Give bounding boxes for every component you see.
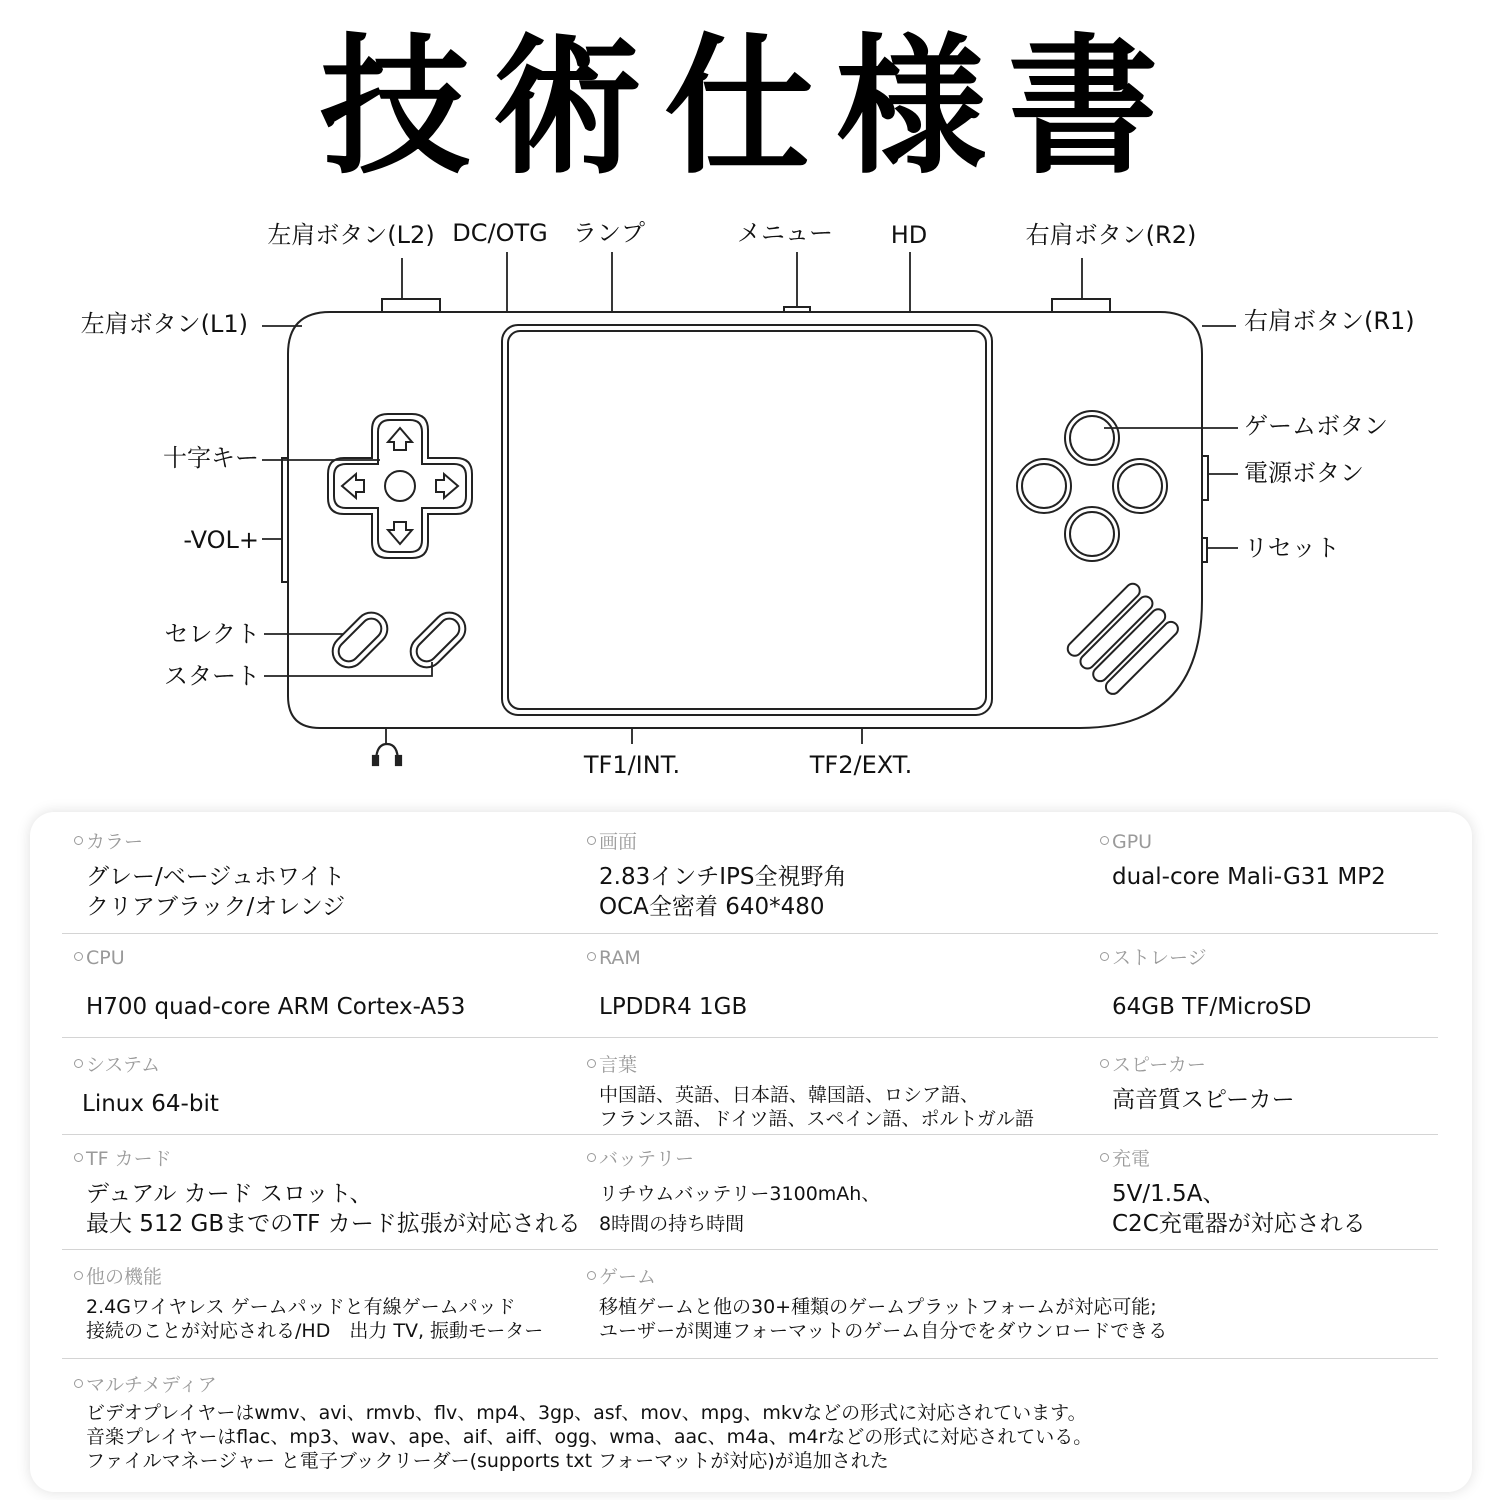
- r2-button-shape: [1052, 299, 1110, 312]
- device-body: [288, 312, 1202, 728]
- spec-value: グレー/ベージュホワイト クリアブラック/オレンジ: [86, 864, 346, 920]
- reset-button-shape: [1202, 538, 1207, 562]
- screen-outer: [502, 325, 992, 715]
- label-menu: メニュー: [737, 219, 833, 247]
- headphone-icon: [373, 744, 401, 765]
- row-divider: [62, 1358, 1438, 1359]
- spec-language: [587, 1053, 1034, 1131]
- spec-gpu: [1100, 830, 1386, 892]
- spec-label: ストレージ: [1100, 946, 1311, 970]
- select-button-shape: [326, 606, 394, 674]
- label-select: セレクト: [164, 620, 260, 648]
- spec-value: 2.4Gワイヤレス ゲームパッドと有線ゲームパッド 接続のことが対応される/HD 出力 TV, 振動モーター: [86, 1296, 544, 1342]
- page-title: 技術仕様書: [319, 21, 1180, 195]
- label-reset: リセット: [1244, 534, 1340, 562]
- dpad-left-arrow: [342, 474, 364, 498]
- spec-label: 充電: [1100, 1147, 1366, 1171]
- spec-value: 5V/1.5A、 C2C充電器が対応される: [1112, 1181, 1366, 1237]
- spec-value: dual-core Mali-G31 MP2: [1112, 864, 1386, 890]
- spec-other: [74, 1265, 543, 1343]
- spec-label: システム: [74, 1053, 219, 1077]
- row-divider: [62, 1037, 1438, 1038]
- label-start: スタート: [164, 662, 260, 690]
- spec-multimedia: [74, 1373, 1092, 1473]
- spec-value: H700 quad-core ARM Cortex-A53: [86, 994, 466, 1020]
- label-tf1: TF1/INT.: [583, 751, 681, 779]
- spec-value: デュアル カード スロット、 最大 512 GBまでのTF カード拡張が対応される: [86, 1181, 581, 1237]
- spec-label: TF カード: [74, 1147, 581, 1171]
- dpad-up-arrow: [388, 428, 412, 450]
- spec-label: ゲーム: [587, 1265, 1167, 1289]
- spec-value: LPDDR4 1GB: [599, 994, 748, 1020]
- dpad-down-arrow: [388, 522, 412, 544]
- label-game-buttons: ゲームボタン: [1244, 412, 1388, 440]
- label-l1: 左肩ボタン(L1): [80, 310, 248, 338]
- spec-label: GPU: [1100, 830, 1386, 854]
- dpad-center: [385, 471, 415, 501]
- spec-charging: [1100, 1147, 1366, 1239]
- label-hd: HD: [890, 221, 928, 249]
- spec-tf-card: [74, 1147, 581, 1239]
- spec-value: Linux 64-bit: [82, 1091, 219, 1117]
- spec-value: 移植ゲームと他の30+種類のゲームプラットフォームが対応可能; ユーザーが関連フォーマットのゲーム自分でをダウンロードできる: [599, 1296, 1168, 1342]
- dpad-right-arrow: [436, 474, 458, 498]
- spec-value: 中国語、英語、日本語、韓国語、ロシア語、 フランス語、ドイツ語、スペイン語、ポルトガル語: [599, 1084, 1034, 1130]
- dpad-inner: [334, 420, 466, 552]
- spec-label: バッテリー: [587, 1147, 880, 1171]
- spec-label: カラー: [74, 830, 345, 854]
- spec-speaker: [1100, 1053, 1295, 1115]
- spec-label: 言葉: [587, 1053, 1034, 1077]
- spec-games: [587, 1265, 1167, 1343]
- l2-button-shape: [382, 299, 440, 312]
- spec-ram: [587, 946, 747, 1022]
- spec-label: RAM: [587, 946, 747, 970]
- label-r2: 右肩ボタン(R2): [1025, 221, 1197, 249]
- game-buttons-shape: [1017, 411, 1167, 561]
- row-divider: [62, 1249, 1438, 1250]
- spec-system: [74, 1053, 219, 1119]
- power-button-shape: [1202, 456, 1208, 500]
- speaker-grille: [1065, 581, 1181, 697]
- spec-label: 他の機能: [74, 1265, 543, 1289]
- spec-label: CPU: [74, 946, 465, 970]
- spec-value: 64GB TF/MicroSD: [1112, 994, 1312, 1020]
- spec-value: ビデオプレイヤーはwmv、avi、rmvb、flv、mp4、3gp、asf、mov、mpg、mkvなどの形式に対応されています。 音楽プレイヤーはflac、mp3、wav、ape、aif、aiff、ogg、wma、aac、m4a、m4rなどの形式に対応されている。 ファイルマネージャー と電子ブックリーダー(supports txt フォーマットが対応)が追加された: [86, 1402, 1093, 1472]
- label-dpad: 十字キー: [163, 444, 259, 472]
- vol-button-shape: [282, 458, 288, 582]
- label-l2: 左肩ボタン(L2): [267, 221, 435, 249]
- spec-cpu: [74, 946, 465, 1022]
- row-divider: [62, 933, 1438, 934]
- label-tf2: TF2/EXT.: [809, 751, 913, 779]
- label-r1: 右肩ボタン(R1): [1244, 307, 1415, 335]
- screen-inner: [508, 331, 986, 709]
- row-divider: [62, 1134, 1438, 1135]
- spec-label: マルチメディア: [74, 1373, 1092, 1397]
- spec-color: [74, 830, 345, 922]
- label-lamp: ランプ: [573, 219, 645, 247]
- spec-value: 高音質スピーカー: [1112, 1087, 1295, 1113]
- spec-label: スピーカー: [1100, 1053, 1295, 1077]
- menu-port-shape: [784, 307, 810, 312]
- spec-screen: [587, 830, 846, 922]
- spec-storage: [1100, 946, 1311, 1022]
- label-dc-otg: DC/OTG: [452, 219, 548, 247]
- label-vol: -VOL+: [183, 526, 259, 554]
- spec-value: リチウムバッテリー3100mAh、 8時間の持ち時間: [599, 1183, 881, 1235]
- spec-value: 2.83インチIPS全視野角 OCA全密着 640*480: [599, 864, 847, 920]
- label-power: 電源ボタン: [1244, 459, 1364, 487]
- spec-label: 画面: [587, 830, 846, 854]
- start-button-shape: [404, 606, 472, 674]
- spec-battery: [587, 1147, 880, 1239]
- dpad-outer: [328, 414, 472, 558]
